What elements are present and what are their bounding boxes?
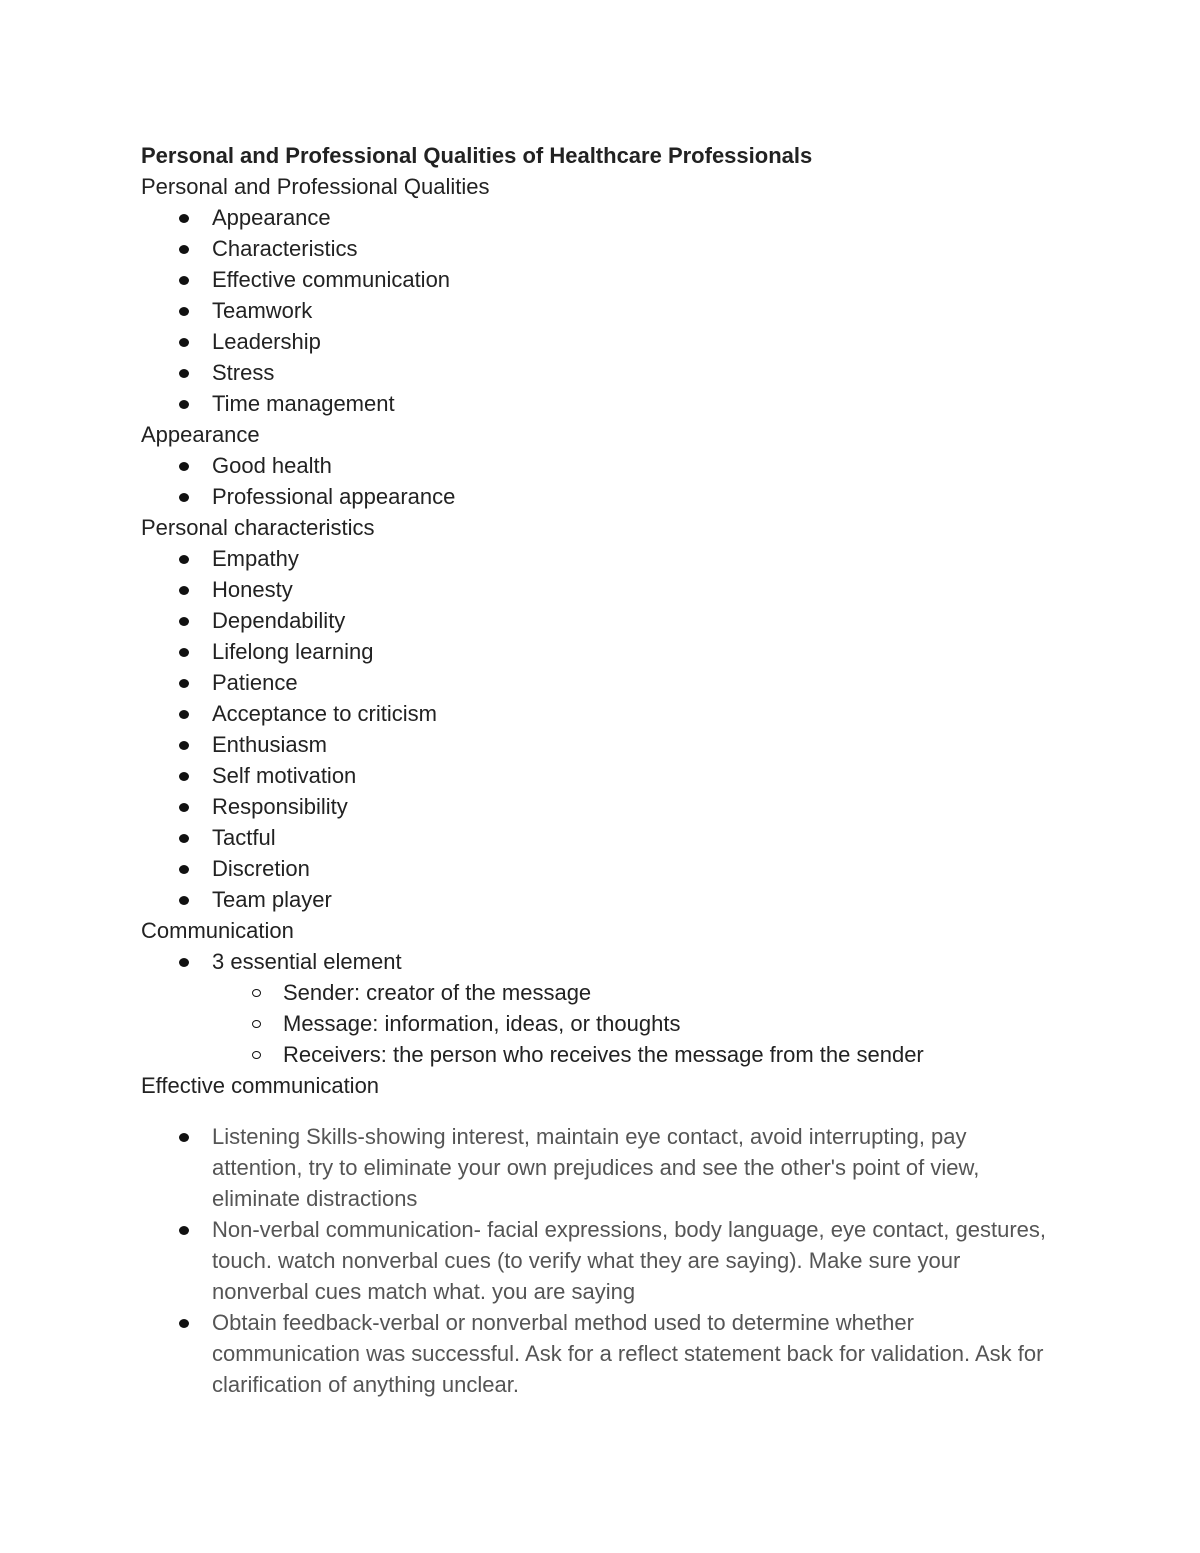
list-item: Tactful (212, 822, 1061, 853)
list-item: Acceptance to criticism (212, 698, 1061, 729)
list-item-text: 3 essential element (212, 949, 402, 974)
list-item: Teamwork (212, 295, 1061, 326)
list-item: Non-verbal communication- facial expressions, body language, eye contact, gestures, touch. watch nonverbal cues (to verify what they are saying). Make sure your nonverbal cues match what. you are saying (212, 1214, 1061, 1307)
list-item: Leadership (212, 326, 1061, 357)
list-item: Enthusiasm (212, 729, 1061, 760)
list-item: Lifelong learning (212, 636, 1061, 667)
section-heading-communication: Communication (141, 918, 294, 943)
section-heading-appearance: Appearance (141, 422, 260, 447)
appearance-list (141, 450, 1061, 512)
list-item: Discretion (212, 853, 1061, 884)
effective-communication-list (141, 1121, 1061, 1400)
document-title: Personal and Professional Qualities of Healthcare Professionals (141, 143, 813, 168)
list-item: Empathy (212, 543, 1061, 574)
document-page (141, 140, 1061, 1400)
characteristics-list (141, 543, 1061, 915)
list-item: Dependability (212, 605, 1061, 636)
list-item: Professional appearance (212, 481, 1061, 512)
sub-list-item: Message: information, ideas, or thoughts (283, 1008, 1061, 1039)
section-heading-effective-communication: Effective communication (141, 1073, 380, 1098)
list-item: Honesty (212, 574, 1061, 605)
communication-list (141, 946, 1061, 1070)
sub-list-item: Receivers: the person who receives the message from the sender (283, 1039, 1061, 1070)
list-item: Listening Skills-showing interest, maintain eye contact, avoid interrupting, pay attention, try to eliminate your own prejudices and see the other's point of view, eliminate distractions (212, 1121, 1061, 1214)
list-item: Obtain feedback-verbal or nonverbal method used to determine whether communication was successful. Ask for a reflect statement back for validation. Ask for clarification of anything unclear. (212, 1307, 1061, 1400)
spacer (141, 1101, 1061, 1121)
sub-list-item: Sender: creator of the message (283, 977, 1061, 1008)
section-heading-characteristics: Personal characteristics (141, 515, 375, 540)
list-item (212, 946, 1061, 1070)
list-item: Team player (212, 884, 1061, 915)
list-item: Effective communication (212, 264, 1061, 295)
list-item: Stress (212, 357, 1061, 388)
list-item: Good health (212, 450, 1061, 481)
list-item: Patience (212, 667, 1061, 698)
list-item: Responsibility (212, 791, 1061, 822)
list-item: Time management (212, 388, 1061, 419)
communication-sublist (212, 977, 1061, 1070)
list-item: Self motivation (212, 760, 1061, 791)
list-item: Appearance (212, 202, 1061, 233)
list-item: Characteristics (212, 233, 1061, 264)
section-heading-qualities: Personal and Professional Qualities (141, 174, 490, 199)
qualities-list (141, 202, 1061, 419)
